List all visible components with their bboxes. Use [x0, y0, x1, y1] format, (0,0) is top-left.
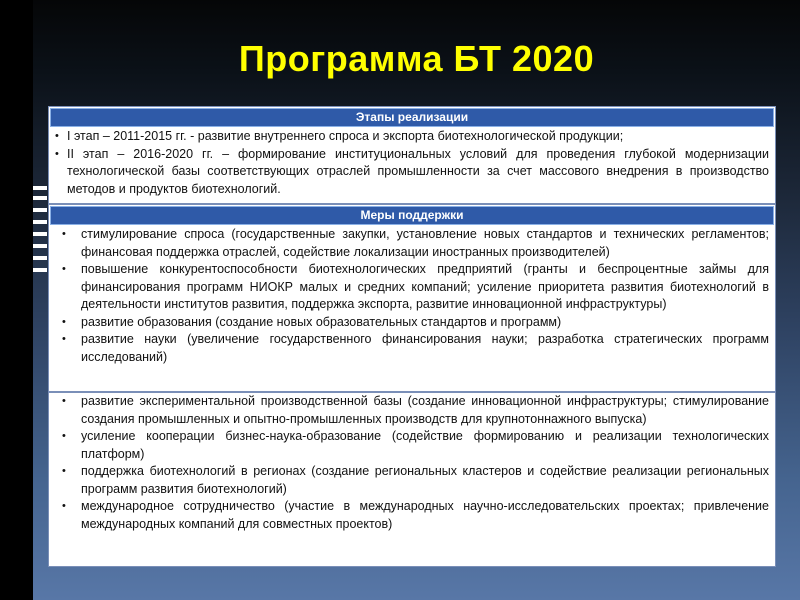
list-item [49, 331, 775, 366]
list-item [49, 226, 775, 261]
bullet-icon: • [62, 228, 66, 240]
list-item [49, 498, 775, 533]
slide-title: Программа БТ 2020 [238, 38, 595, 79]
list-item-text: усиление кооперации бизнес-наука-образование (содействие формированию и реализации технологических платформ) [81, 429, 769, 461]
list-item-text: развитие науки (увеличение государственного финансирования науки; разработка стратегических программ исследований) [81, 332, 769, 364]
list-item [49, 128, 775, 146]
decorative-bar [33, 196, 47, 200]
measures-header: Меры поддержки [50, 206, 774, 225]
decorative-bar [33, 268, 47, 272]
list-item [49, 463, 775, 498]
decorative-bar [33, 244, 47, 248]
stages-header: Этапы реализации [50, 108, 774, 127]
decorative-bar [33, 220, 47, 224]
measures-list [49, 226, 775, 366]
list-item [49, 314, 775, 332]
list-item [49, 428, 775, 463]
measures-continued-panel [48, 392, 776, 567]
bullet-icon: • [62, 395, 66, 407]
list-item-text: поддержка биотехнологий в регионах (создание региональных кластеров и содействие реализации региональных программ развития биотехнологий) [81, 464, 769, 496]
list-item [49, 393, 775, 428]
bullet-icon: • [62, 500, 66, 512]
list-item [49, 146, 775, 199]
list-item-text: I этап – 2011-2015 гг. - развитие внутреннего спроса и экспорта биотехнологической продукции; [67, 129, 624, 143]
bullet-icon: • [62, 430, 66, 442]
decorative-bar [33, 208, 47, 212]
bullet-icon: • [62, 333, 66, 345]
bullet-icon: • [55, 130, 59, 142]
list-item-text: развитие экспериментальной производственной базы (создание инновационной инфраструктуры; стимулирование создания промышленных и опытно-промышленных производств для крупнотоннажного выпуска) [81, 394, 769, 426]
list-item-text: международное сотрудничество (участие в международных научно-исследовательских проектах; привлечение международных компаний для совместных проектов) [81, 499, 769, 531]
list-item-text: развитие образования (создание новых образовательных стандартов и программ) [81, 314, 562, 329]
stages-list [49, 128, 775, 198]
list-item-text: стимулирование спроса (государственные закупки, установление новых стандартов и технических регламентов; финансовая поддержка отраслей, содействие локализации иностранных производителей) [81, 227, 769, 259]
list-item-text: II этап – 2016-2020 гг. – формирование институциональных условий для проведения глубокой модернизации технологической базы соответствующих отраслей промышленности за счет массового внедрения в производство методов и продуктов биотехнологий. [67, 146, 769, 196]
bullet-icon: • [62, 263, 66, 275]
decorative-bar [33, 186, 47, 190]
bullet-icon: • [55, 147, 59, 160]
decorative-bar [33, 256, 47, 260]
list-item-text: повышение конкурентоспособности биотехнологических предприятий (гранты и беспроцентные займы для финансирования программ НИОКР малых и средних компаний; усиление приоритета развития биотехнологий в деятельности институтов развития, поддержка экспорта, развитие инновационной инфраструктуры) [81, 262, 769, 311]
decorative-bar [33, 232, 47, 236]
bullet-icon: • [62, 315, 66, 328]
measures-panel [48, 204, 776, 392]
bullet-icon: • [62, 465, 66, 477]
list-item [49, 261, 775, 314]
stages-panel [48, 106, 776, 204]
measures-continued-list [49, 393, 775, 533]
